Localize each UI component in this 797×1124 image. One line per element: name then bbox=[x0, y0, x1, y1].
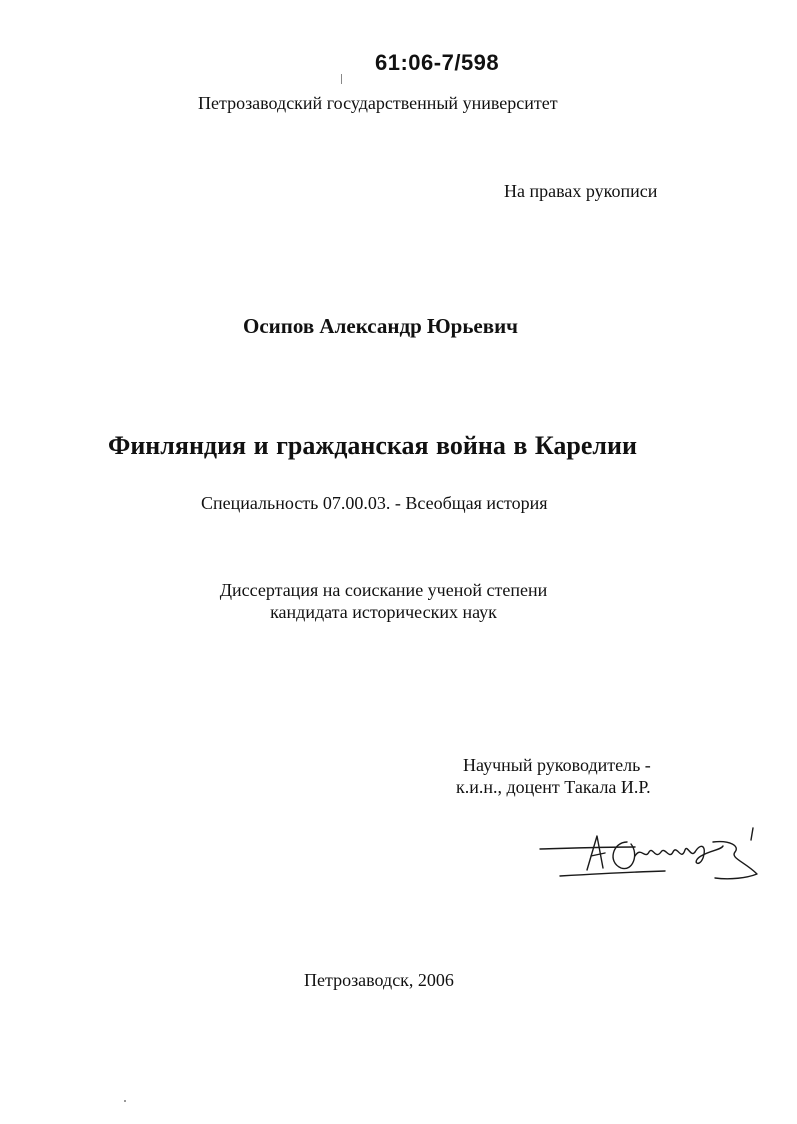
handwritten-signature bbox=[535, 822, 765, 892]
scan-artifact bbox=[124, 1100, 126, 1102]
specialty-line: Специальность 07.00.03. - Всеобщая история bbox=[201, 493, 548, 513]
author-name: Осипов Александр Юрьевич bbox=[243, 314, 519, 338]
catalog-number: 61:06-7/598 bbox=[375, 50, 500, 75]
university-name: Петрозаводский государственный университет bbox=[198, 93, 558, 113]
dissertation-title: Финляндия и гражданская война в Карелии bbox=[108, 431, 637, 460]
city-year: Петрозаводск, 2006 bbox=[304, 970, 454, 990]
degree-line-1: Диссертация на соискание ученой степени bbox=[219, 580, 548, 600]
scan-artifact bbox=[341, 74, 342, 84]
advisor-name: к.и.н., доцент Такала И.Р. bbox=[456, 777, 651, 797]
advisor-label: Научный руководитель - bbox=[463, 755, 651, 775]
rights-notice: На правах рукописи bbox=[504, 181, 658, 201]
degree-line-2: кандидата исторических наук bbox=[270, 602, 497, 622]
